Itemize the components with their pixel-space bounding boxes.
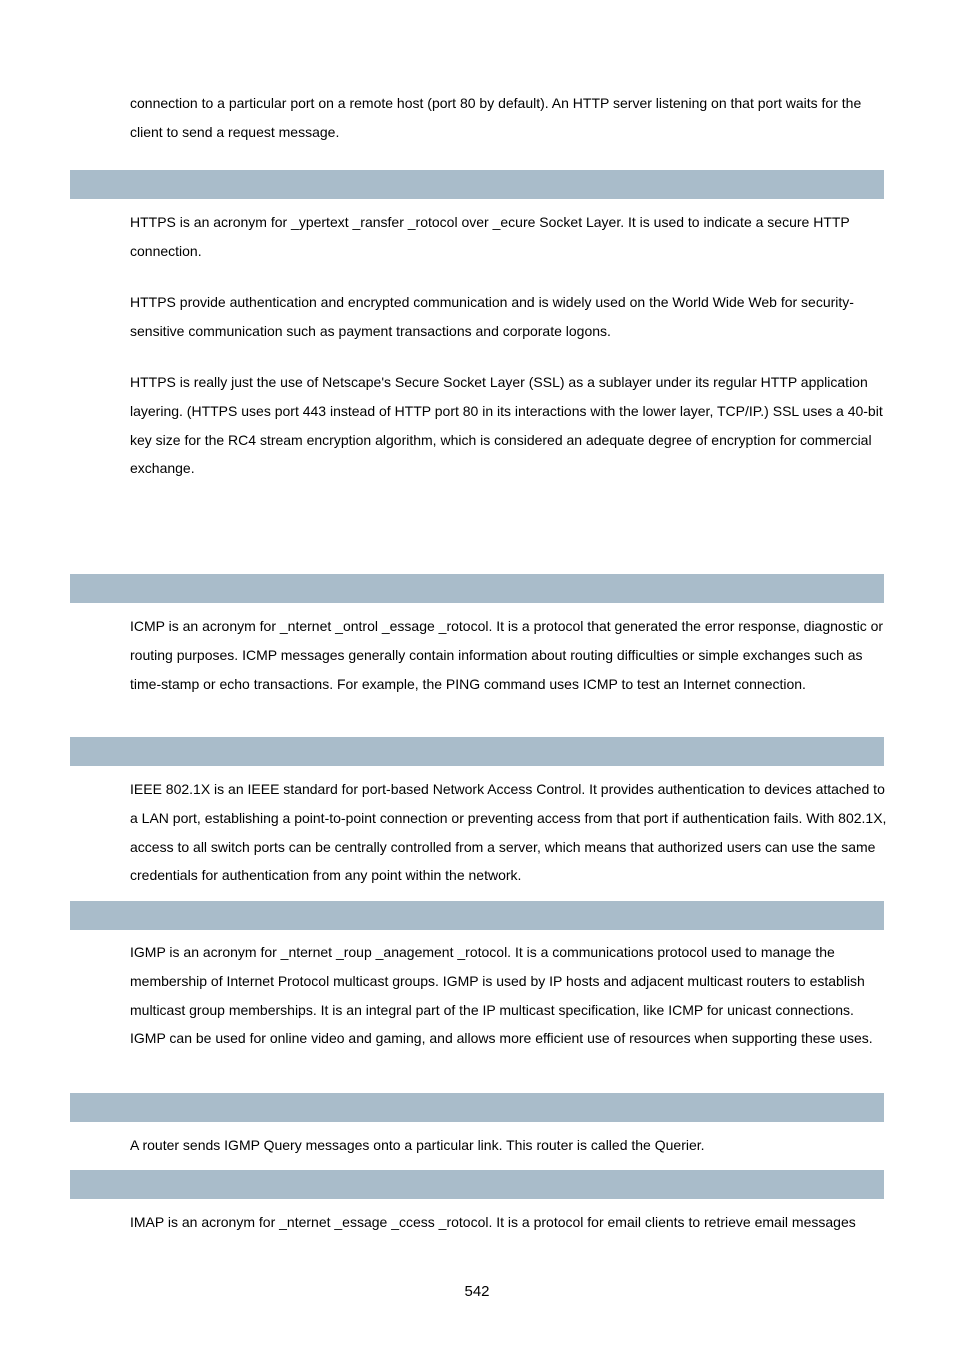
section-heading-band-icmp bbox=[70, 574, 884, 603]
paragraph-http-continuation: connection to a particular port on a remote host (port 80 by default). An HTTP server listening on that port waits for the client to send a request message. bbox=[130, 95, 862, 140]
section-heading-band-imap bbox=[70, 1170, 884, 1199]
paragraph-https-ssl: HTTPS is really just the use of Netscape's Secure Socket Layer (SSL) as a sublayer under its regular HTTP application layering. (HTTPS uses port 443 instead of HTTP port 80 in its interactions with the lower layer, TCP/IP.) SSL uses a 40-bit key size for the RC4 stream encryption algorithm, which is considered an adequate degree of encryption for commercial exchange. bbox=[130, 374, 883, 477]
paragraph-imap-definition: IMAP is an acronym for _nternet _essage _ccess _rotocol. It is a protocol for email clients to retrieve email messages bbox=[130, 1214, 856, 1230]
paragraph-igmp-querier-definition: A router sends IGMP Query messages onto a particular link. This router is called the Querier. bbox=[130, 1137, 705, 1153]
paragraph-icmp-definition: ICMP is an acronym for _nternet _ontrol _essage _rotocol. It is a protocol that generated the error response, diagnostic or routing purposes. ICMP messages generally contain information about routing difficulties or simple exchanges such as time-stamp or echo transactions. For example, the PING command uses ICMP to test an Internet connection. bbox=[130, 618, 884, 692]
paragraph-https-authentication: HTTPS provide authentication and encrypted communication and is widely used on the World Wide Web for security-sensitive communication such as payment transactions and corporate logons. bbox=[130, 294, 854, 339]
paragraph-igmp-definition: IGMP is an acronym for _nternet _roup _anagement _rotocol. It is a communications protocol used to manage the membership of Internet Protocol multicast groups. IGMP is used by IP hosts and adjacent multicast routers to establish multicast group memberships. It is an integral part of the IP multicast specification, like ICMP for unicast connections. IGMP can be used for online video and gaming, and allows more efficient use of resources when supporting these uses. bbox=[130, 944, 873, 1047]
section-heading-band-https bbox=[70, 170, 884, 199]
section-heading-band-igmp bbox=[70, 901, 884, 930]
section-heading-band-ieee8021x bbox=[70, 737, 884, 766]
section-heading-band-igmp-querier bbox=[70, 1093, 884, 1122]
paragraph-https-definition: HTTPS is an acronym for _ypertext _ransfer _rotocol over _ecure Socket Layer. It is used to indicate a secure HTTP connection. bbox=[130, 214, 850, 259]
paragraph-ieee8021x-definition: IEEE 802.1X is an IEEE standard for port-based Network Access Control. It provides authentication to devices attached to a LAN port, establishing a point-to-point connection or preventing access from that port if authentication fails. With 802.1X, access to all switch ports can be centrally controlled from a server, which means that authorized users can use the same credentials for authentication from any point within the network. bbox=[130, 781, 887, 884]
page-number: 542 bbox=[464, 1283, 490, 1300]
